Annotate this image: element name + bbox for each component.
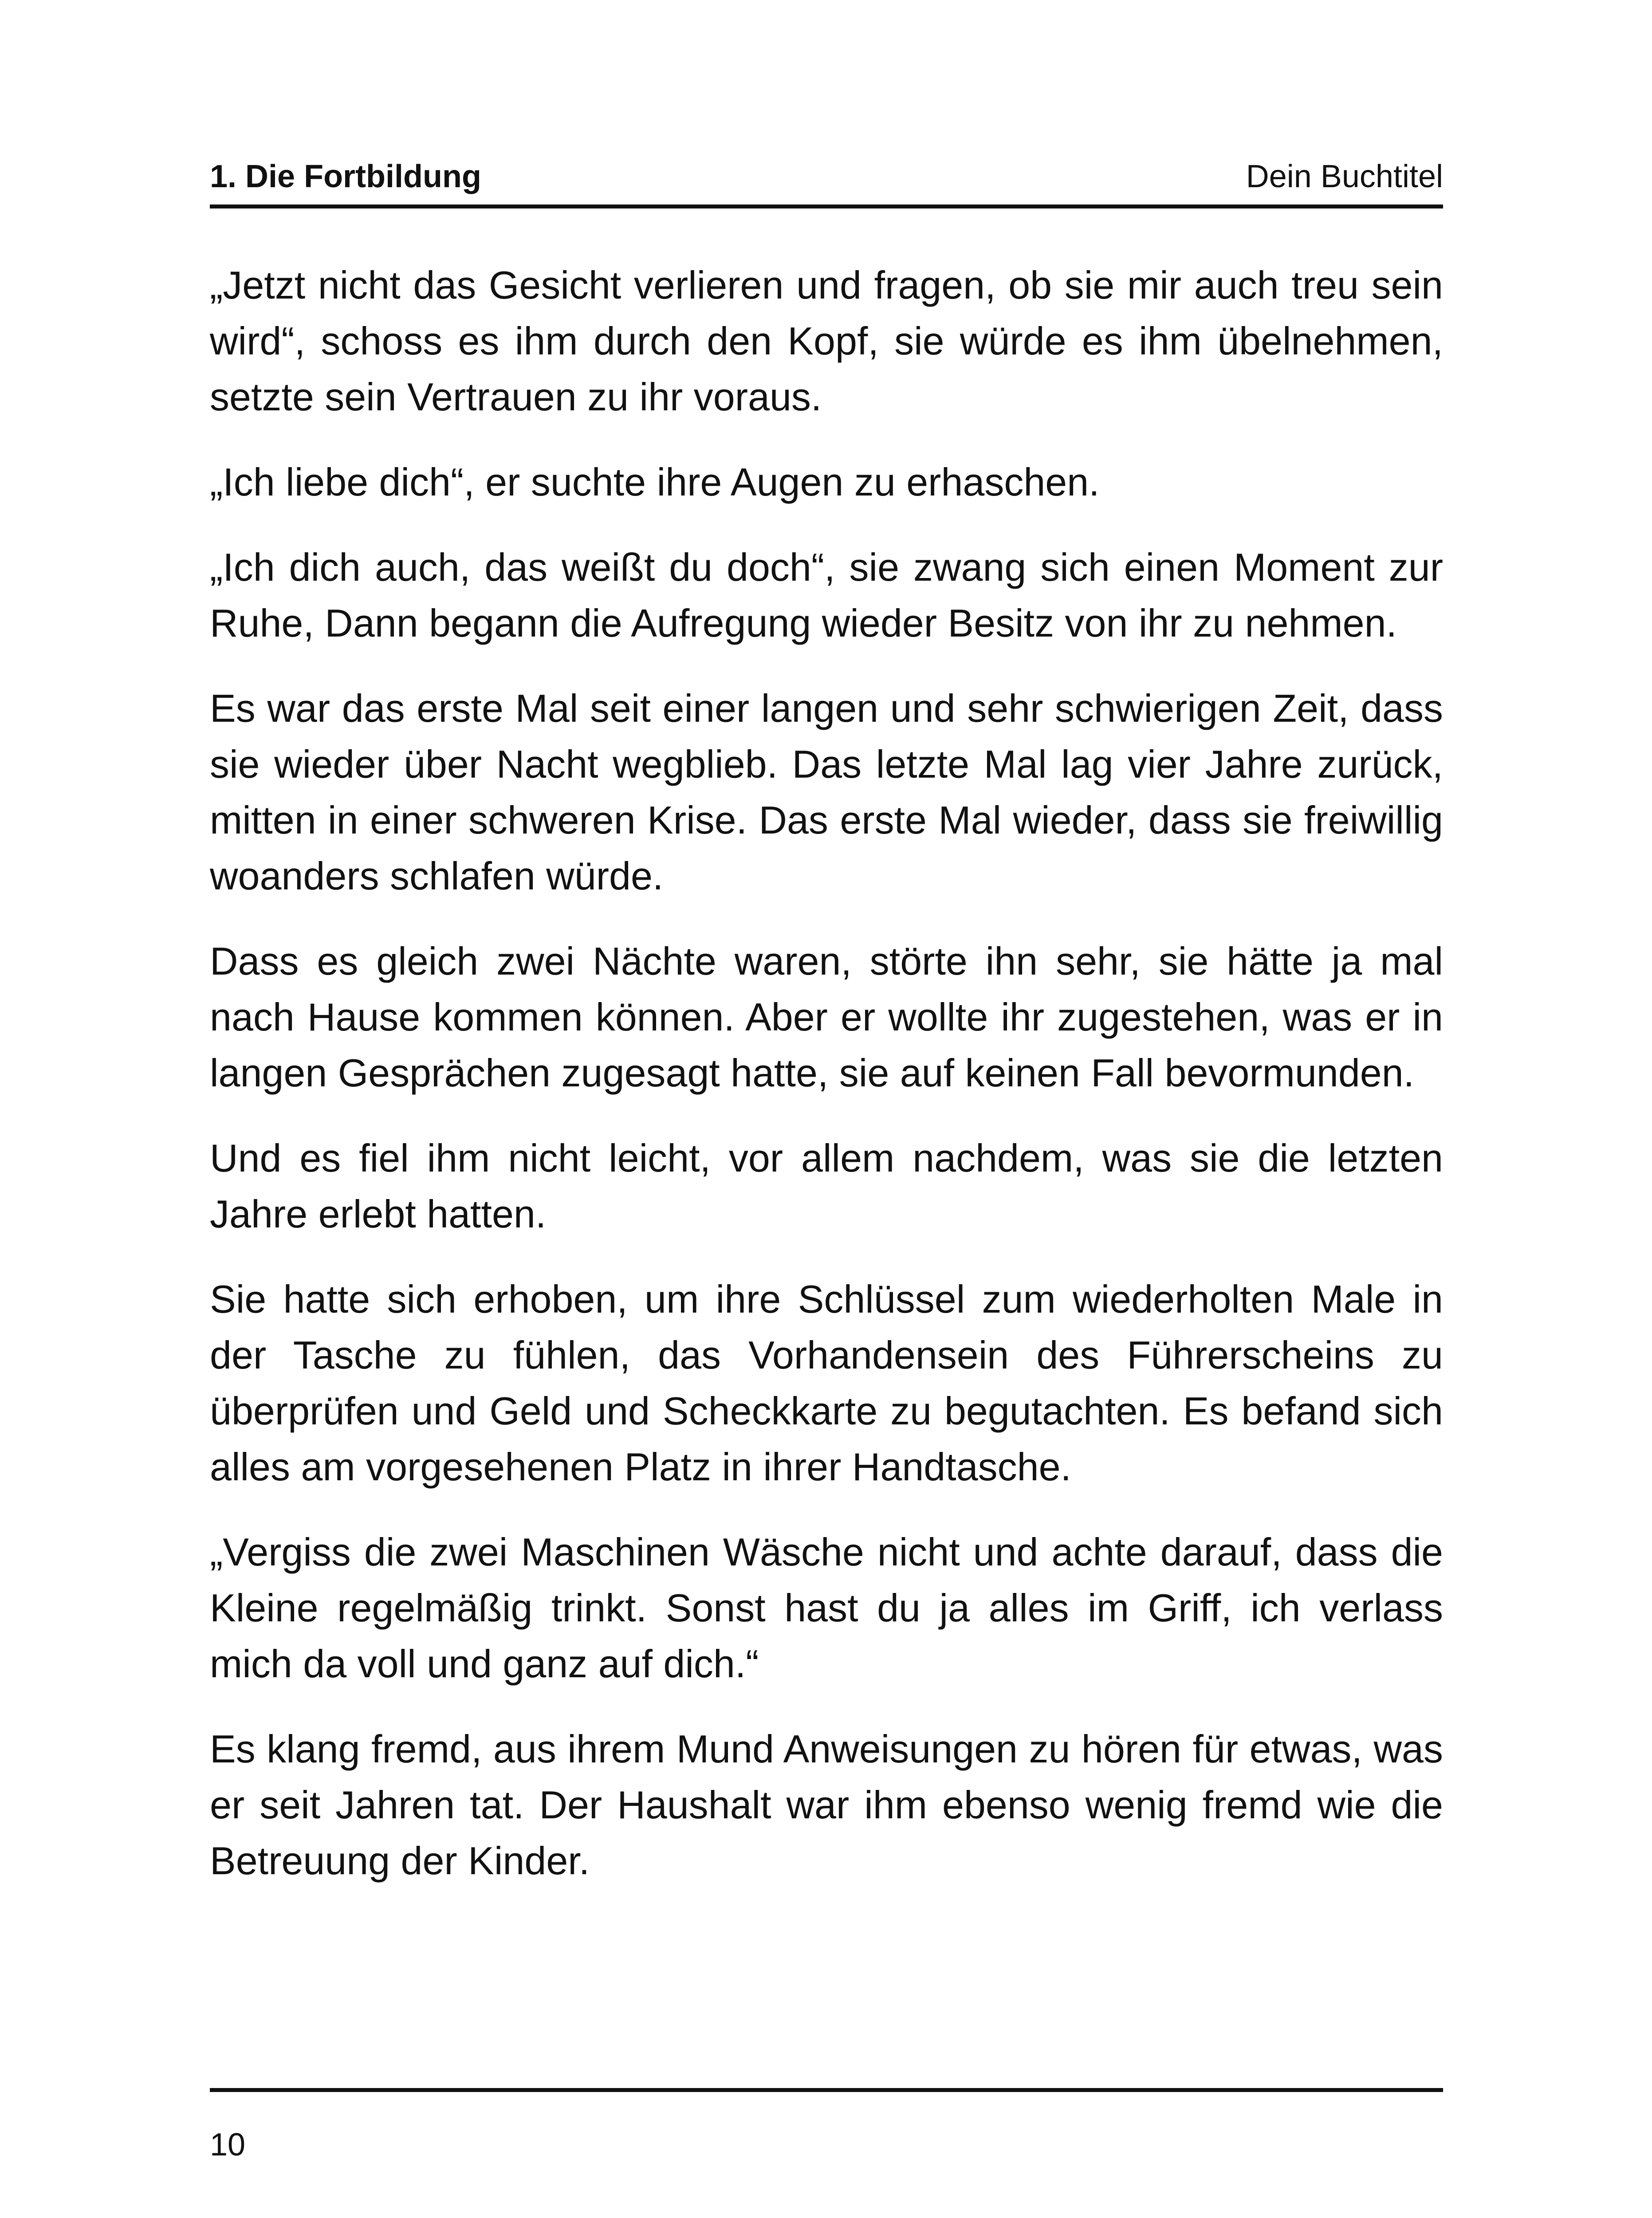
footer-rule <box>210 2088 1443 2092</box>
running-header <box>210 154 1443 199</box>
paragraph: Und es fiel ihm nicht leicht, vor allem nachdem, was sie die letzten Jahre erlebt hatten. <box>210 1136 1443 1236</box>
book-title: Dein Buchtitel <box>1246 159 1443 194</box>
body-text <box>210 257 1443 1918</box>
paragraph: Es klang fremd, aus ihrem Mund Anweisungen zu hören für etwas, was er seit Jahren tat. Der Haushalt war ihm ebenso wenig fremd wie die Betreuung der Kinder. <box>210 1727 1443 1883</box>
paragraph: „Ich dich auch, das weißt du doch“, sie zwang sich einen Moment zur Ruhe, Dann begann die Aufregung wieder Besitz von ihr zu nehmen. <box>210 545 1443 645</box>
paragraph: Es war das erste Mal seit einer langen und sehr schwierigen Zeit, dass sie wieder über Nacht wegblieb. Das letzte Mal lag vier Jahre zurück, mitten in einer schweren Krise. Das erste Mal wieder, dass sie freiwillig woanders schlafen würde. <box>210 686 1443 898</box>
paragraph: „Vergiss die zwei Maschinen Wäsche nicht und achte darauf, dass die Kleine regelmäßig trinkt. Sonst hast du ja alles im Griff, ich verlass mich da voll und ganz auf dich.“ <box>210 1530 1443 1686</box>
paragraph: Sie hatte sich erhoben, um ihre Schlüssel zum wiederholten Male in der Tasche zu fühlen, das Vorhandensein des Führerscheins zu überprüfen und Geld und Scheckkarte zu begutachten. Es befand sich alles am vorgesehenen Platz in ihrer Handtasche. <box>210 1277 1443 1489</box>
chapter-title: 1. Die Fortbildung <box>210 159 481 194</box>
paragraph: Dass es gleich zwei Nächte waren, störte ihn sehr, sie hätte ja mal nach Hause kommen können. Aber er wollte ihr zugestehen, was er in langen Gesprächen zugesagt hatte, sie auf keinen Fall bevormunden. <box>210 939 1443 1095</box>
paragraph: „Jetzt nicht das Gesicht verlieren und fragen, ob sie mir auch treu sein wird“, schoss es ihm durch den Kopf, sie würde es ihm übelnehmen, setzte sein Vertrauen zu ihr voraus. <box>210 263 1443 419</box>
paragraph: „Ich liebe dich“, er suchte ihre Augen zu erhaschen. <box>210 460 1100 504</box>
page-number: 10 <box>210 2127 246 2163</box>
header-rule <box>210 204 1443 208</box>
